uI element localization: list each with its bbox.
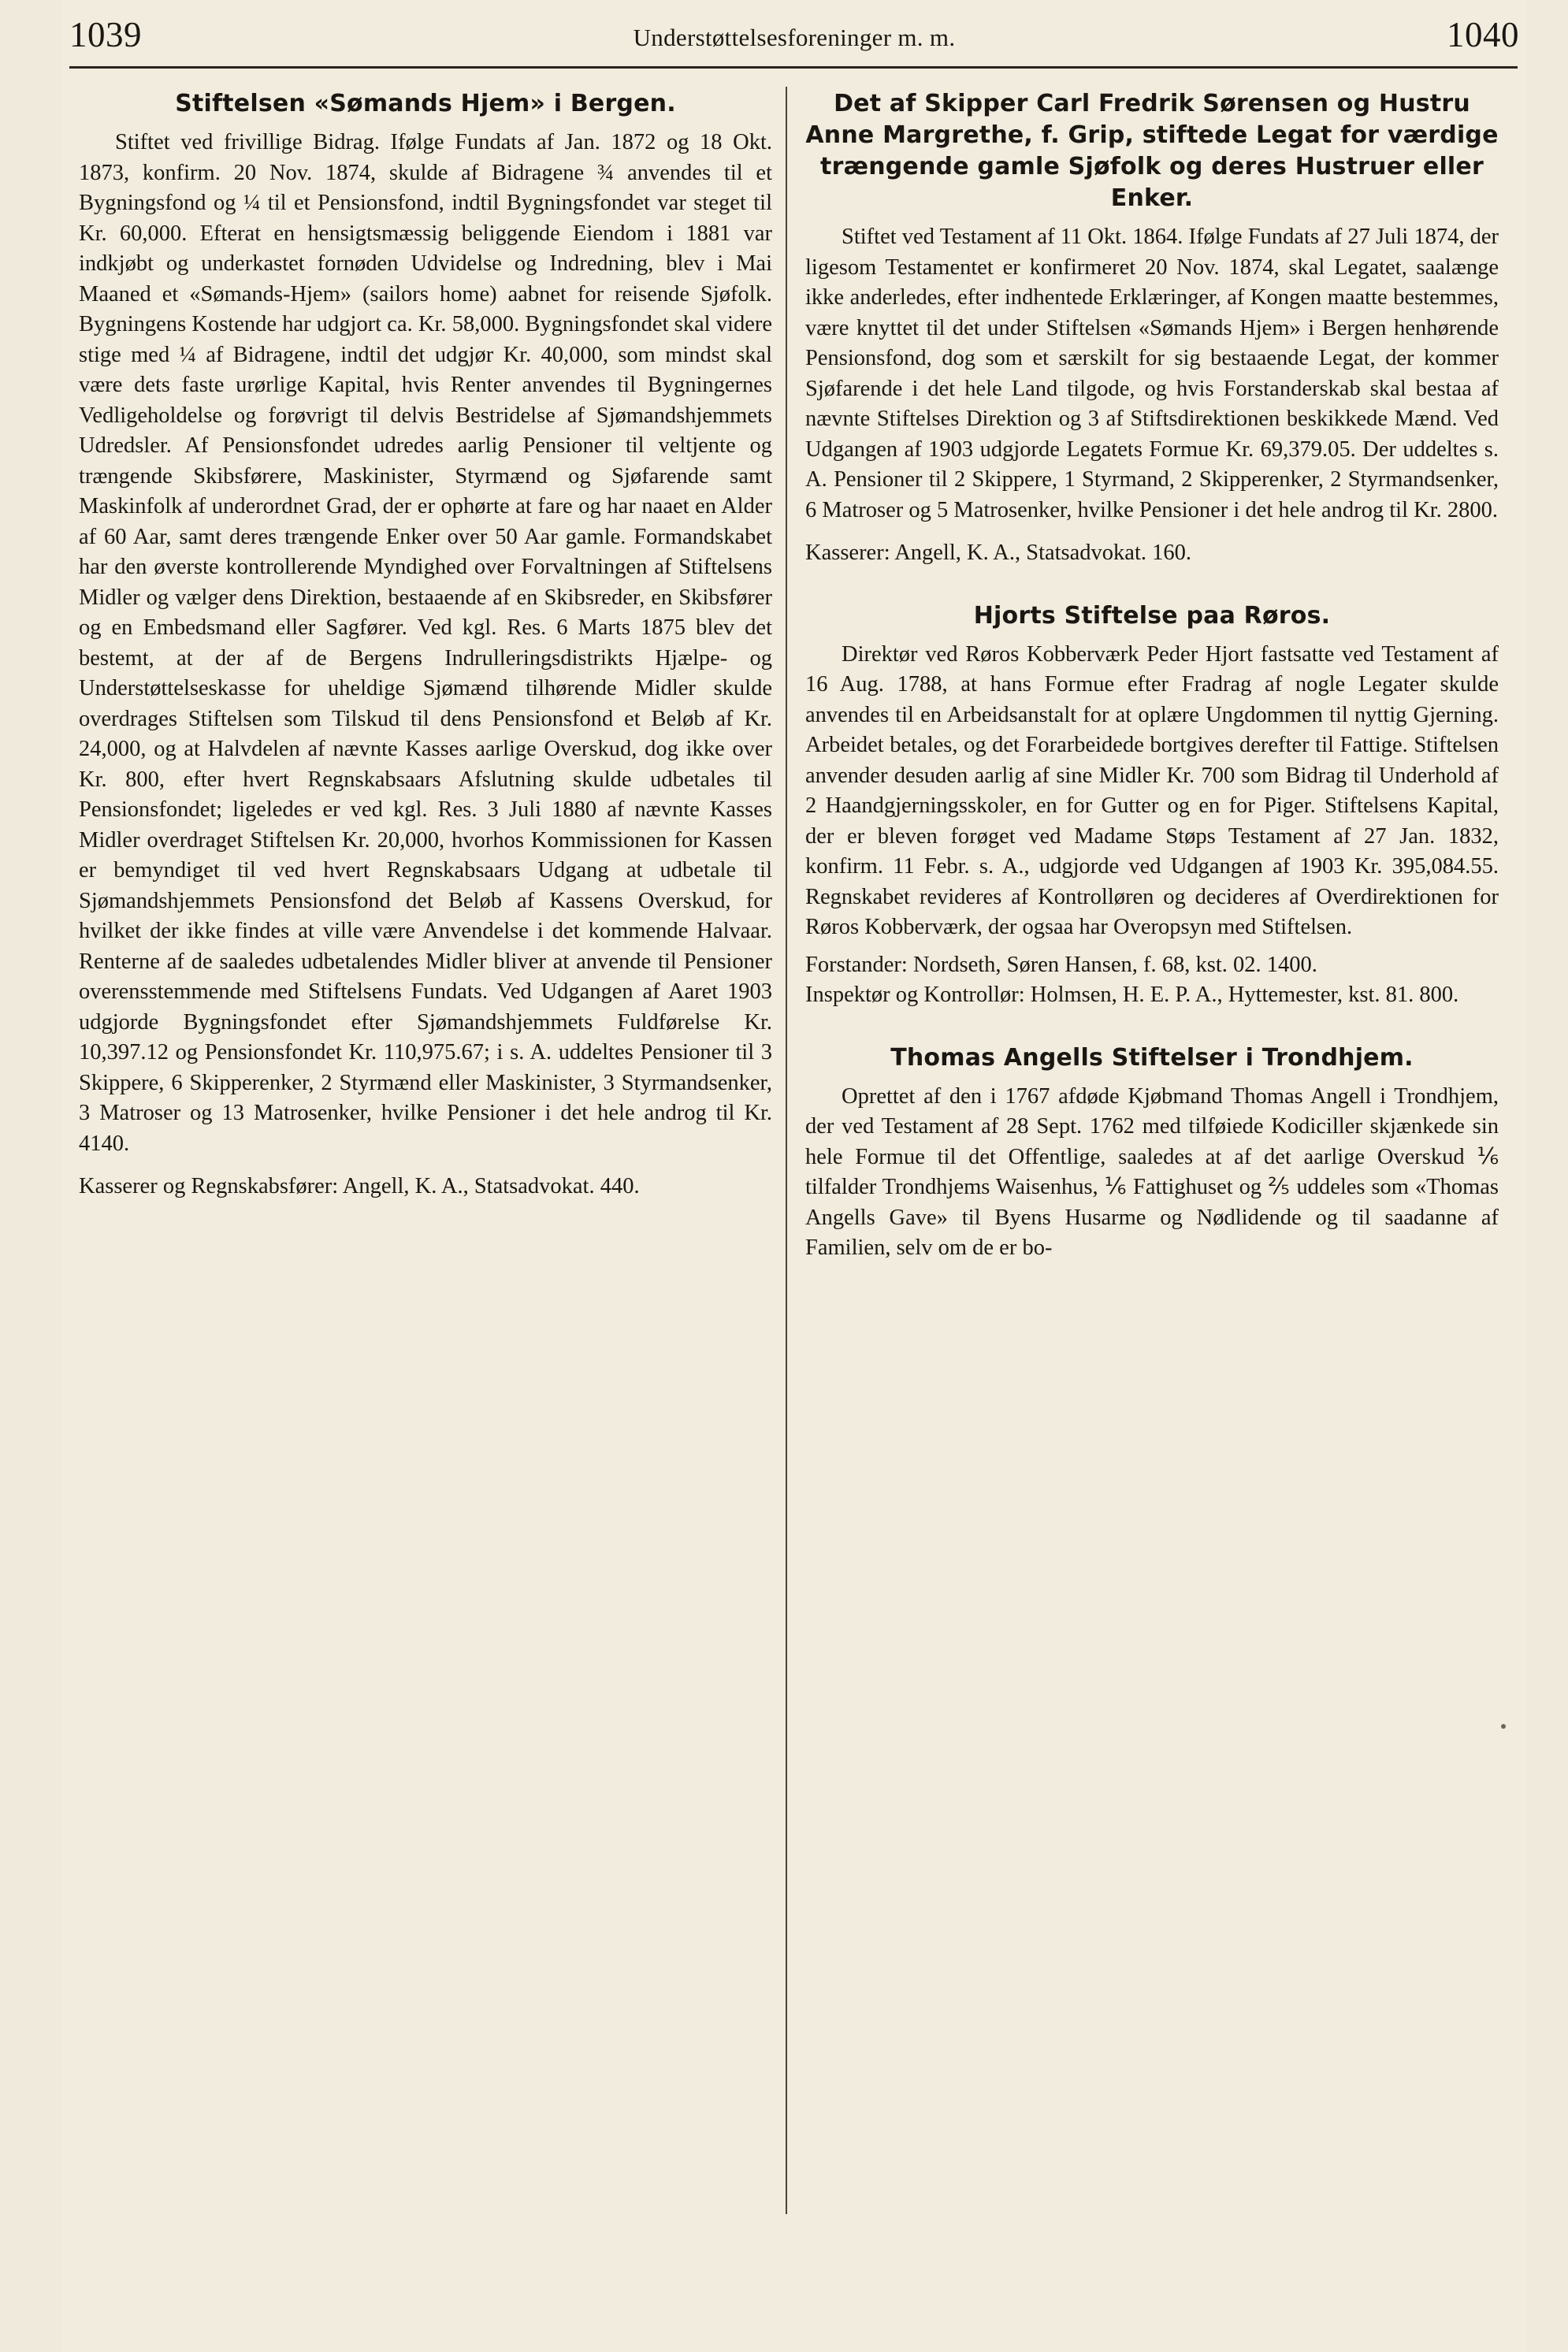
official-entry [79, 1172, 772, 1202]
section-body-angell: Oprettet af den i 1767 afdøde Kjøbmand Thomas Angell i Trondhjem, der ved Testament af 28 Sept. 1762 med tilføiede Kodiciller skjænkede sin hele Formue til det Offentlige, saaledes at af det aarlige Overskud ⅙ tilfalder Trondhjems Waisenhus, ⅙ Fattighuset og ⅖ uddeles som «Thomas Angells Gave» til Byens Husarme og Nødlidende og til saadanne af Familien, selv om de er bo- [805, 1083, 1499, 1260]
right-column [805, 88, 1499, 1264]
section-heading-soerensen: Det af Skipper Carl Fredrik Sørensen og Hustru Anne Margrethe, f. Grip, stiftede Legat for værdige trængende gamle Sjøfolk og deres Hustruer eller Enker. [805, 90, 1499, 212]
section-body-soerensen: Stiftet ved Testament af 11 Okt. 1864. Ifølge Fundats af 27 Juli 1874, der ligesom Testamentet er konfirmeret 20 Nov. 1874, skal Legatet, saalænge ikke anderledes, efter indhentede Erklæringer, af Kongen maatte bestemmes, være knyttet til det under Stiftelsen «Sømands Hjem» i Bergen henhørende Pensionsfond, dog som et særskilt for sig bestaaende Legat, der kommer Sjøfarende i det hele Land tilgode, og hvis Forstanderskab skal bestaa af nævnte Stiftelses Direktion og 3 af Stiftsdirektionen beskikkede Mænd. Ved Udgangen af 1903 udgjorde Legatets Formue Kr. 69,379.05. Der uddeltes s. A. Pensioner til 2 Skippere, 1 Styrmand, 2 Skipperenker, 2 Styrmandsenker, 6 Matroser og 5 Matrosenker, hvilke Pensioner i det hele androg til Kr. 2800. [805, 225, 1499, 522]
column-divider [786, 87, 787, 2214]
official-name: Angell, K. A., Statsadvokat. [342, 1174, 595, 1198]
spacer [805, 943, 1499, 950]
left-column-body: Stiftet ved frivillige Bidrag. Ifølge Fundats af Jan. 1872 og 18 Okt. 1873, konfirm. 20 Nov. 1874, skulde af Bidragene ¾ anvendes til et Bygningsfond og ¼ til et Pensionsfond, indtil Bygningsfondet var steget til Kr. 60,000. Efterat en hensigtsmæssig beliggende Eiendom i 1881 var indkjøbt og underkastet fornøden Udvidelse og Indredning, blev i Mai Maaned et «Sømands-Hjem» (sailors home) aabnet for reisende Sjøfolk. Bygningens Kostende har udgjort ca. Kr. 58,000. Bygningsfondet skal videre stige med ¼ af Bidragene, indtil det udgjør Kr. 40,000, som mindst skal være dets faste urørlige Kapital, hvis Renter anvendes til Bygningernes Vedligeholdelse og forøvrigt til delvis Bestridelse af Sjømandshjemmets Udredsler. Af Pensionsfondet udredes aarlig Pensioner til veltjente og trængende Skibsførere, Maskinister, Styrmænd og Sjøfarende samt Maskinfolk af underordnet Grad, der er ophørte at fare og har naaet en Alder af 60 Aar, samt deres trængende Enker over 50 Aar gamle. Formandskabet har den øverste kontrollerende Myndighed over Forvaltningen af Stiftelsens Midler og vælger dens Direktion, bestaaende af en Skibsreder, en Skibsfører og en Embedsmand eller Sagfører. Ved kgl. Res. 6 Marts 1875 blev det bestemt, at der af de Bergens Indrulleringsdistrikts Hjælpe- og Understøttelseskasse for uheldige Sjømænd tilhørende Midler skulde overdrages Stiftelsen som Tilskud til dens Pensionsfond et Beløb af Kr. 24,000, og at Halvdelen af nævnte Kasses aarlige Overskud, dog ikke over Kr. 800, efter hvert Regnskabsaars Afslutning skulde udbetales til Pensionsfondet; ligeledes er ved kgl. Res. 3 Juli 1880 af nævnte Kasses Midler overdraget Stiftelsen Kr. 20,000, hvorhos Kommissionen for Kassen er bemyndiget til ved hvert Regnskabsaars Udgang at udbetale til Sjømandshjemmets Pensionsfond det Beløb af Kassens Overskud, for hvilket der ikke findes at ville være Anvendelse i det kommende Halvaar. Renterne af de saaledes udbetalendes Midler bliver at anvende til Pensioner overensstemmende med Stiftelsens Fundats. Ved Udgangen af Aaret 1903 udgjorde Bygningsfondet efter Sjømandshjemmets Fuldførelse Kr. 10,397.12 og Pensionsfondet Kr. 110,975.67; i s. A. uddeltes Pensioner til 3 Skippere, 6 Skipperenker, 2 Styrmænd eller Maskinister, 3 Styrmandsenker, 3 Matroser og 13 Matrosenker, hvilke Pensioner i det hele androg til Kr. 4140. [79, 130, 772, 1156]
official-entry [805, 950, 1499, 981]
official-role: Forstander: [805, 952, 908, 977]
left-column [79, 88, 772, 1202]
official-name: Holmsen, H. E. P. A., Hyttemester, kst. 81. [1030, 983, 1414, 1007]
official-role: Kasserer og Regnskabsfører: [79, 1174, 339, 1198]
official-entry [805, 980, 1499, 1011]
spacer [79, 1159, 772, 1172]
official-number: 1400. [1266, 952, 1317, 977]
folio-left: 1039 [69, 15, 142, 54]
section-body-hjort: Direktør ved Røros Kobberværk Peder Hjort fastsatte ved Testament af 16 Aug. 1788, at hans Formue efter Fradrag af nogle Legater skulde anvendes til en Arbeidsanstalt for at oplære Ungdommen til nyttig Gjerning. Arbeidet betales, og det Forarbeidede bortgives derefter til Fattige. Stiftelsen anvender desuden aarlig af sine Midler Kr. 700 som Bidrag til Underhold af 2 Haandgjerningsskoler, en for Gutter og en for Piger. Stiftelsens Kapital, der er bleven forøget ved Madame Støps Testament af 27 Jan. 1832, konfirm. 11 Febr. s. A., udgjorde ved Udgangen af 1903 Kr. 395,084.55. Regnskabet revideres af Kontrolløren og decideres af Overdirektionen for Røros Kobberværk, der ogsaa har Overopsyn med Stiftelsen. [805, 641, 1499, 939]
official-entry [805, 538, 1499, 569]
spacer [805, 526, 1499, 538]
header-rule [69, 66, 1518, 69]
official-role: Kasserer: [805, 541, 890, 565]
official-name: Nordseth, Søren Hansen, f. 68, kst. 02. [912, 952, 1261, 977]
section-heading-angell: Thomas Angells Stiftelser i Trondhjem. [890, 1043, 1414, 1072]
official-role: Inspektør og Kontrollør: [805, 983, 1025, 1007]
official-number: 160. [1152, 541, 1191, 565]
folio-right: 1040 [1447, 15, 1519, 54]
official-name: Angell, K. A., Statsadvokat. [894, 541, 1146, 565]
running-head [69, 14, 1519, 63]
official-number: 800. [1419, 983, 1459, 1007]
running-title: Understøttelsesforeninger m. m. [633, 24, 956, 51]
section-heading-hjort: Hjorts Stiftelse paa Røros. [973, 601, 1331, 630]
official-number: 440. [600, 1174, 640, 1198]
left-column-heading: Stiftelsen «Sømands Hjem» i Bergen. [175, 90, 676, 117]
ink-speck [1501, 1724, 1506, 1729]
